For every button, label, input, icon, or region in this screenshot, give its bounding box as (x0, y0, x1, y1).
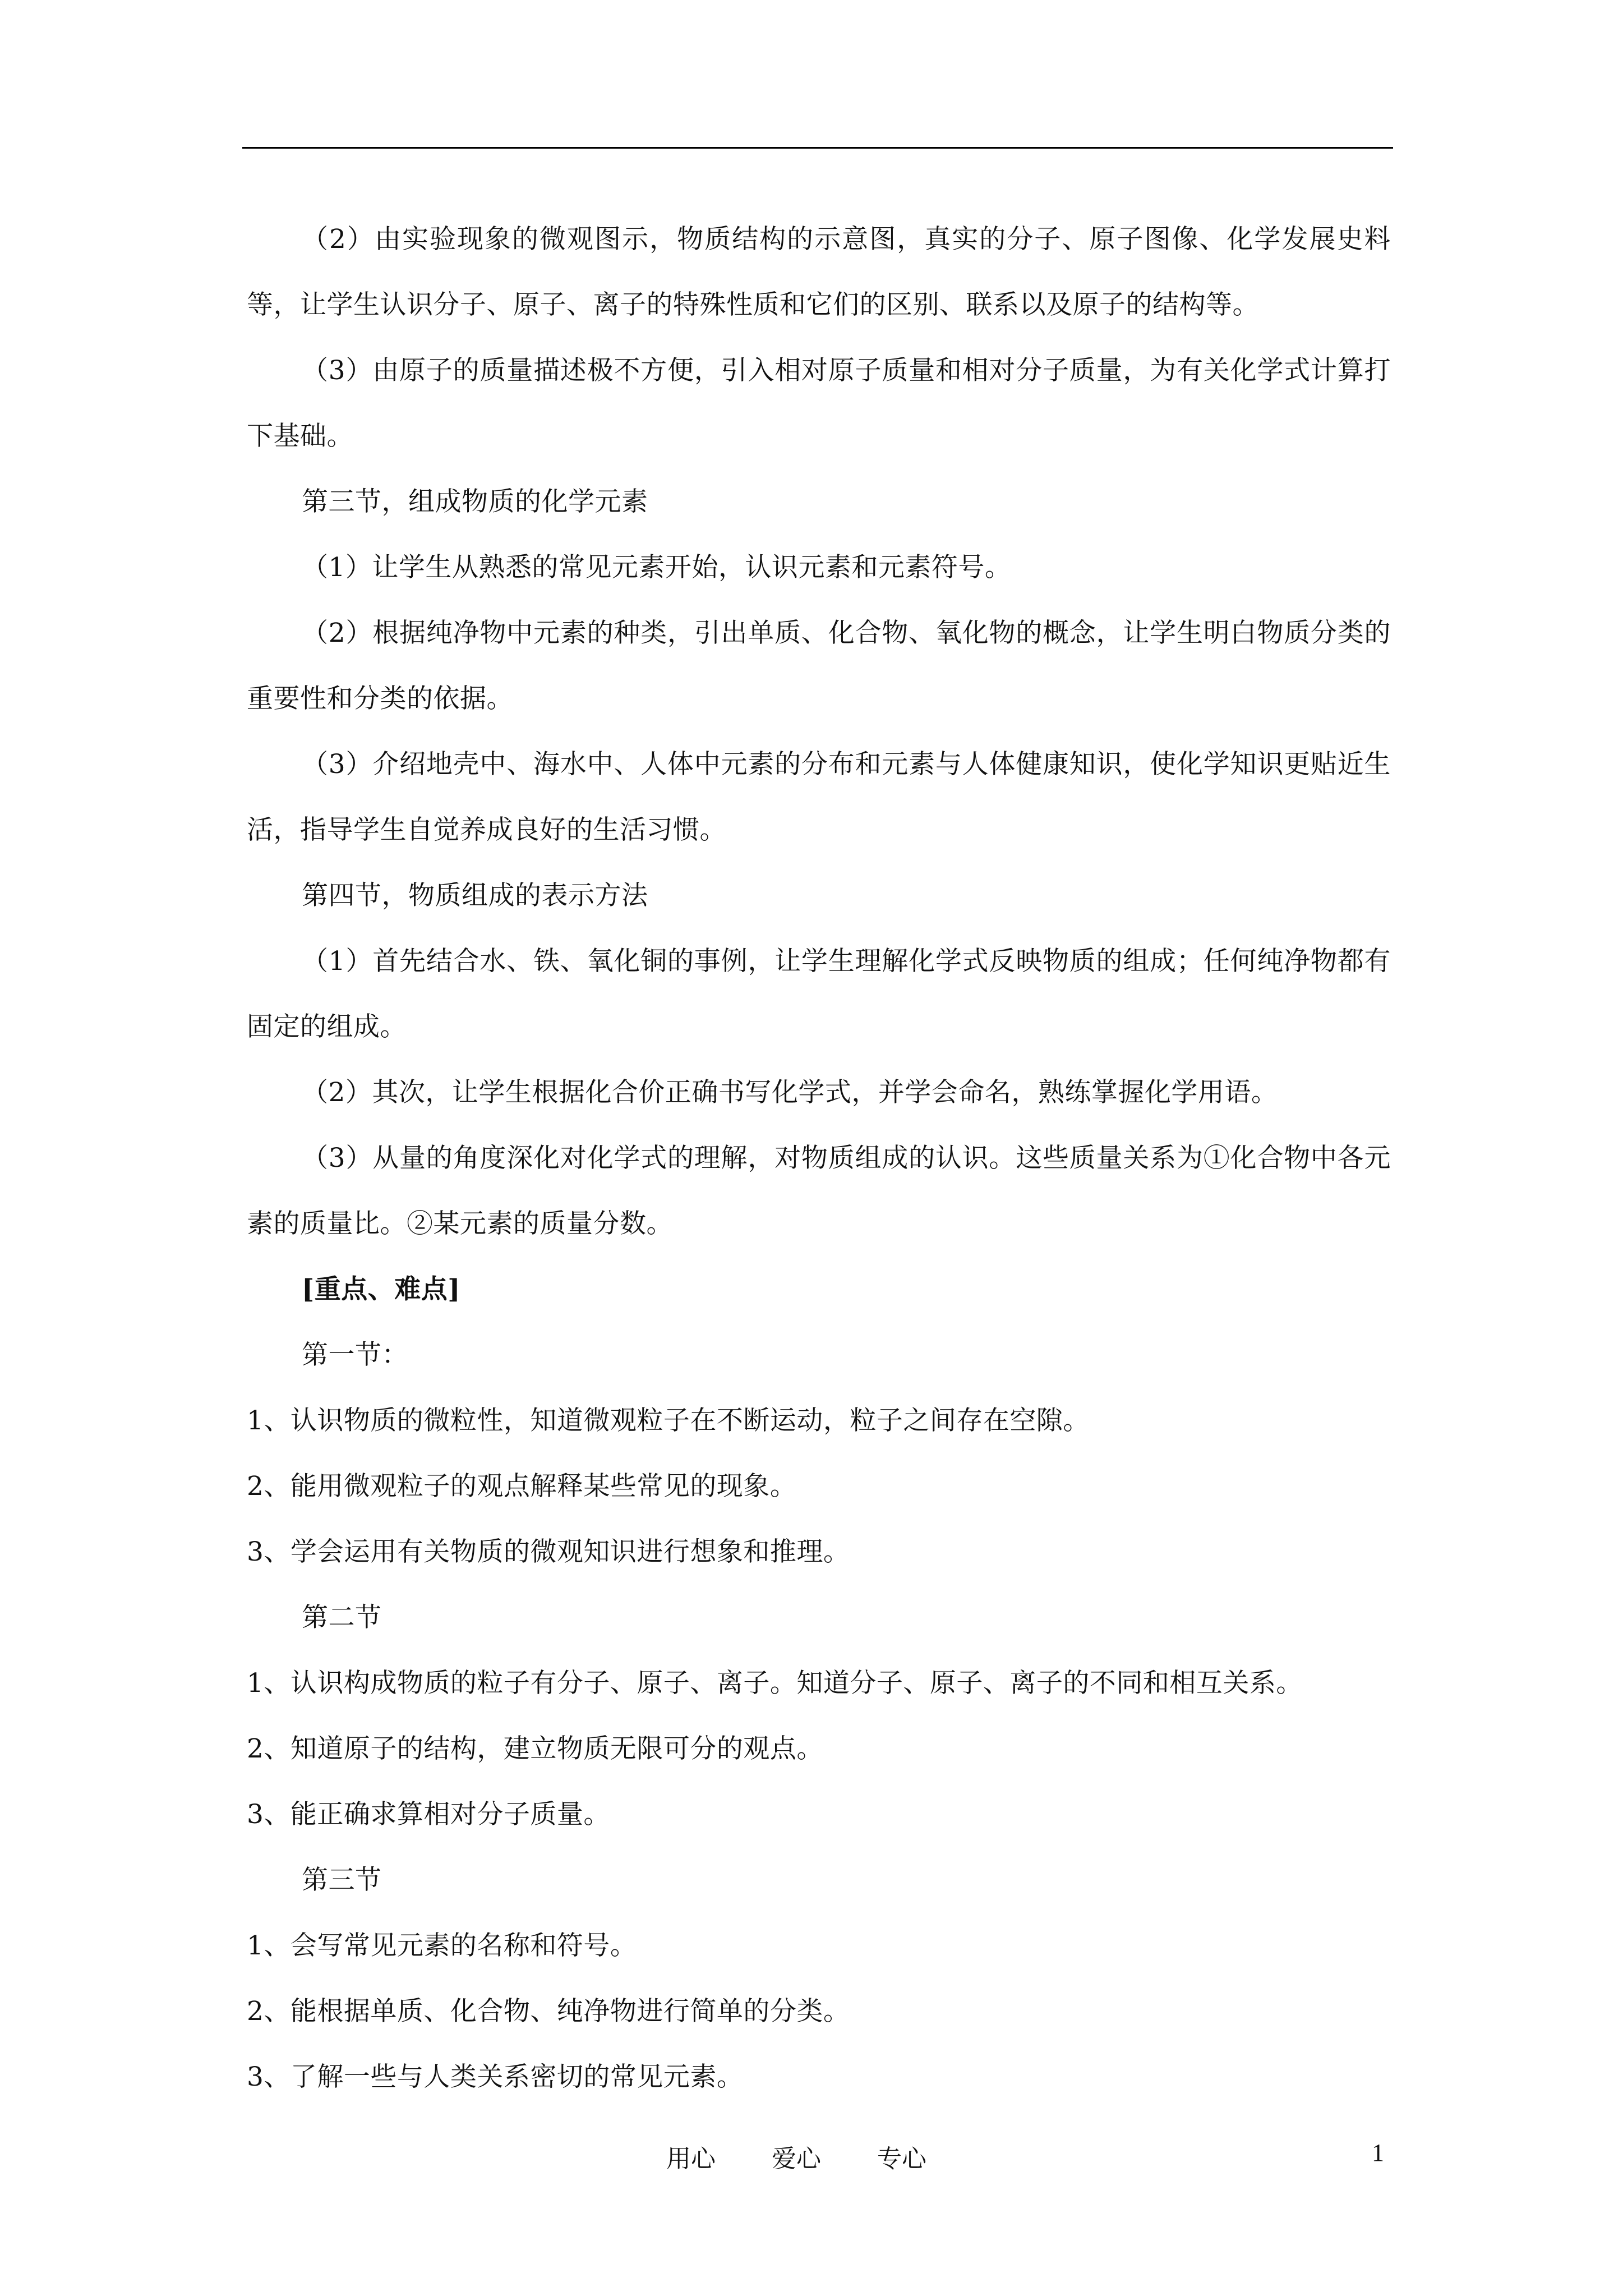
paragraph: （2）其次，让学生根据化合价正确书写化学式，并学会命名，熟练掌握化学用语。 (302, 1077, 1278, 1108)
paragraph: （1）首先结合水、铁、氧化铜的事例，让学生理解化学式反映物质的组成；任何纯净物都有固定的组成。 (247, 946, 1391, 1042)
page-number: 1 (1372, 2139, 1384, 2166)
section-heading: 第一节： (302, 1340, 408, 1370)
list-item: 3、了解一些与人类关系密切的常见元素。 (247, 2062, 744, 2092)
footer-motto-word: 用心 (666, 2145, 716, 2173)
list-item: 1、认识物质的微粒性，知道微观粒子在不断运动，粒子之间存在空隙。 (247, 1405, 1090, 1436)
paragraph: （3）介绍地壳中、海水中、人体中元素的分布和元素与人体健康知识，使化学知识更贴近生活，指导学生自觉养成良好的生活习惯。 (247, 749, 1391, 845)
list-item: 1、会写常见元素的名称和符号。 (247, 1930, 637, 1961)
section-heading: 第三节 (302, 1865, 382, 1895)
list-item: 1、认识构成物质的粒子有分子、原子、离子。知道分子、原子、离子的不同和相互关系。 (247, 1668, 1303, 1699)
paragraph: （2）根据纯净物中元素的种类，引出单质、化合物、氧化物的概念，让学生明白物质分类的重要性和分类的依据。 (247, 618, 1391, 714)
footer-motto (666, 2138, 926, 2174)
list-item: 2、能用微观粒子的观点解释某些常见的现象。 (247, 1471, 797, 1502)
list-item: 3、能正确求算相对分子质量。 (247, 1799, 610, 1830)
list-item: 2、知道原子的结构，建立物质无限可分的观点。 (247, 1733, 823, 1764)
paragraph: （3）由原子的质量描述极不方便，引入相对原子质量和相对分子质量，为有关化学式计算打下基础。 (247, 355, 1391, 452)
paragraph: （3）从量的角度深化对化学式的理解，对物质组成的认识。这些质量关系为①化合物中各元素的质量比。②某元素的质量分数。 (247, 1143, 1391, 1239)
section-heading: 第四节，物质组成的表示方法 (302, 880, 648, 911)
key-points-heading: [重点、难点] (302, 1274, 460, 1305)
paragraph: （2）由实验现象的微观图示，物质结构的示意图，真实的分子、原子图像、化学发展史料等，让学生认识分子、原子、离子的特殊性质和它们的区别、联系以及原子的结构等。 (247, 224, 1391, 320)
page-footer (0, 2138, 1623, 2172)
section-heading: 第二节 (302, 1602, 382, 1633)
section-heading: 第三节，组成物质的化学元素 (302, 486, 648, 517)
footer-motto-word: 爱心 (772, 2145, 821, 2173)
list-item: 2、能根据单质、化合物、纯净物进行简单的分类。 (247, 1996, 850, 2027)
paragraph: （1）让学生从熟悉的常见元素开始，认识元素和元素符号。 (302, 552, 1012, 583)
document-body (247, 206, 1391, 2110)
footer-motto-word: 专心 (877, 2145, 926, 2173)
list-item: 3、学会运用有关物质的微观知识进行想象和推理。 (247, 1536, 850, 1567)
header-rule (242, 147, 1393, 149)
